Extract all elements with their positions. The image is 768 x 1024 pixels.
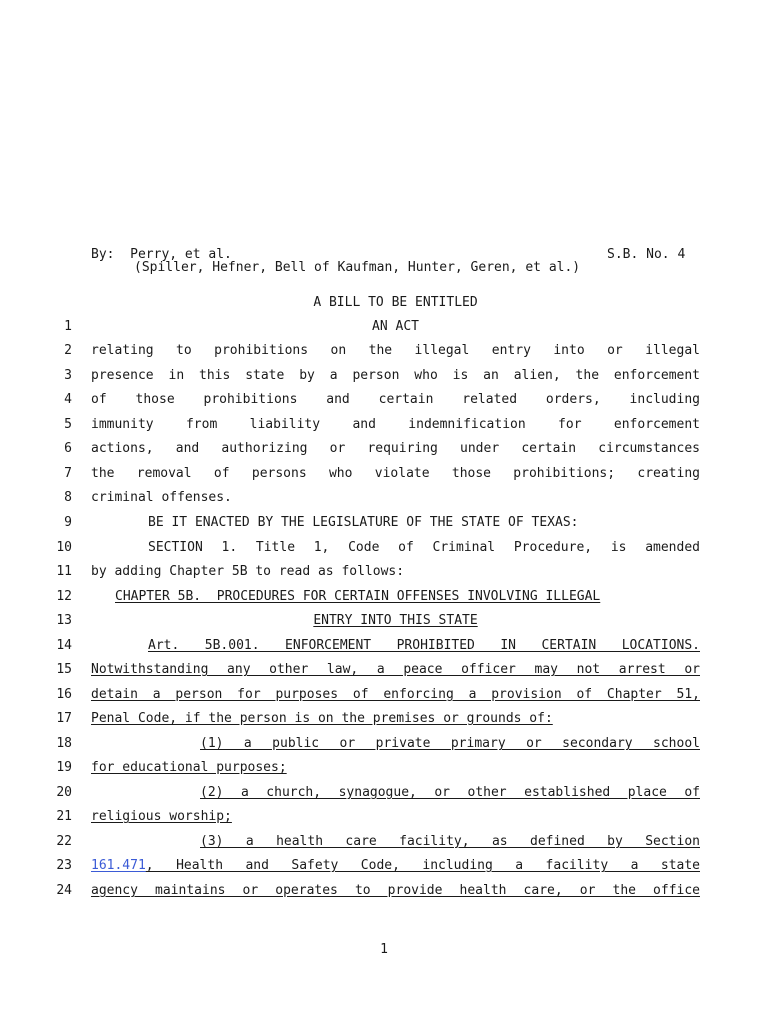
list-item: (1) a public or private primary or secondary school bbox=[200, 736, 700, 751]
line-number: 23 bbox=[56, 858, 72, 873]
list-item: , Health and Safety Code, including a facility a state bbox=[145, 858, 700, 873]
by-label: By: bbox=[91, 247, 115, 262]
list-item: for educational purposes; bbox=[91, 760, 287, 775]
body-line: of those prohibitions and certain related orders, including bbox=[91, 392, 700, 407]
list-item: (3) a health care facility, as defined by Section bbox=[200, 834, 700, 849]
line-number: 19 bbox=[56, 760, 72, 775]
line-number: 11 bbox=[56, 564, 72, 579]
line-number: 4 bbox=[64, 392, 72, 407]
line-number: 14 bbox=[56, 638, 72, 653]
line-number: 22 bbox=[56, 834, 72, 849]
line-number: 8 bbox=[64, 490, 72, 505]
body-line: the removal of persons who violate those prohibitions; creating bbox=[91, 466, 700, 481]
article-line: Penal Code, if the person is on the premises or grounds of: bbox=[91, 711, 553, 726]
list-item-with-link bbox=[91, 858, 700, 874]
line-number: 3 bbox=[64, 368, 72, 383]
line-number: 13 bbox=[56, 613, 72, 628]
section-line: SECTION 1. Title 1, Code of Criminal Procedure, is amended bbox=[148, 540, 700, 555]
line-number: 18 bbox=[56, 736, 72, 751]
line-number: 9 bbox=[64, 515, 72, 530]
body-line: relating to prohibitions on the illegal entry into or illegal bbox=[91, 343, 700, 358]
line-number: 12 bbox=[56, 589, 72, 604]
body-line: actions, and authorizing or requiring under certain circumstances bbox=[91, 441, 700, 456]
line-number: 16 bbox=[56, 687, 72, 702]
bill-number: S.B. No. 4 bbox=[607, 247, 686, 262]
line-number: 10 bbox=[56, 540, 72, 555]
enacting-clause: BE IT ENACTED BY THE LEGISLATURE OF THE STATE OF TEXAS: bbox=[148, 515, 579, 530]
list-item: religious worship; bbox=[91, 809, 232, 824]
chapter-heading: ENTRY INTO THIS STATE bbox=[313, 613, 478, 628]
author: Perry, et al. bbox=[130, 247, 232, 262]
line-number: 17 bbox=[56, 711, 72, 726]
body-line: by adding Chapter 5B to read as follows: bbox=[91, 564, 405, 579]
article-line: detain a person for purposes of enforcing a provision of Chapter 51, bbox=[91, 687, 700, 702]
line-number: 2 bbox=[64, 343, 72, 358]
page-number: 1 bbox=[380, 942, 388, 957]
list-item: (2) a church, synagogue, or other established place of bbox=[200, 785, 700, 800]
article-heading: Art. 5B.001. ENFORCEMENT PROHIBITED IN CERTAIN LOCATIONS. bbox=[148, 638, 700, 653]
article-line: Notwithstanding any other law, a peace officer may not arrest or bbox=[91, 662, 700, 677]
chapter-heading: CHAPTER 5B. PROCEDURES FOR CERTAIN OFFENSES INVOLVING ILLEGAL bbox=[115, 589, 601, 604]
body-line: presence in this state by a person who is an alien, the enforcement bbox=[91, 368, 700, 383]
line-number: 21 bbox=[56, 809, 72, 824]
bill-title: A BILL TO BE ENTITLED bbox=[313, 295, 478, 310]
line-number: 24 bbox=[56, 883, 72, 898]
act-heading: AN ACT bbox=[372, 319, 419, 334]
list-item: agency maintains or operates to provide health care, or the office bbox=[91, 883, 700, 898]
line-number: 7 bbox=[64, 466, 72, 481]
statute-link[interactable]: 161.471 bbox=[91, 858, 146, 873]
line-number: 5 bbox=[64, 417, 72, 432]
line-number: 20 bbox=[56, 785, 72, 800]
line-number: 1 bbox=[64, 319, 72, 334]
body-line: criminal offenses. bbox=[91, 490, 232, 505]
body-line: immunity from liability and indemnification for enforcement bbox=[91, 417, 700, 432]
line-number: 15 bbox=[56, 662, 72, 677]
coauthors: (Spiller, Hefner, Bell of Kaufman, Hunter, Geren, et al.) bbox=[134, 260, 581, 275]
line-number: 6 bbox=[64, 441, 72, 456]
